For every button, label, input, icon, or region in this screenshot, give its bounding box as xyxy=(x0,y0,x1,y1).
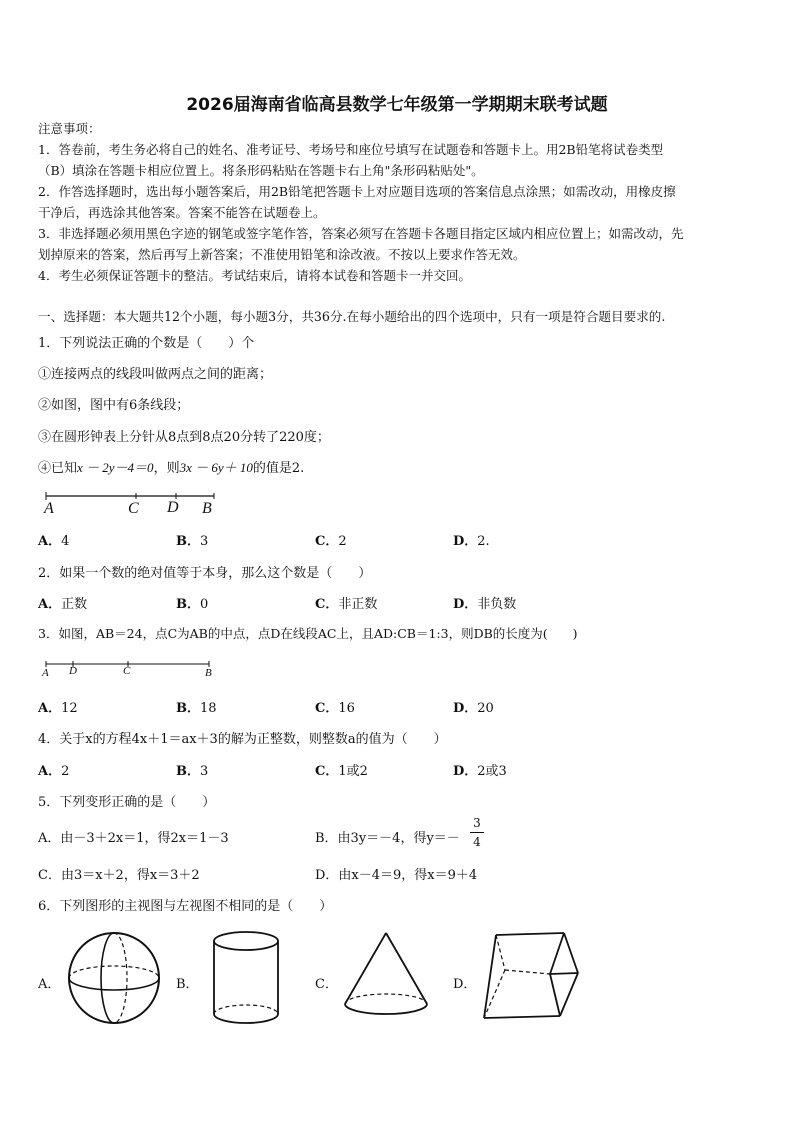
option-b[interactable]: B．0 xyxy=(176,597,209,612)
point-label-b: B xyxy=(205,667,212,679)
question-3-stem: 3．如图，AB＝24，点C为AB的中点，点D在线段AC上，且AD:CB＝1:3，则DB的长度为( ) xyxy=(38,626,578,641)
option-d[interactable]: D．非负数 xyxy=(453,597,517,612)
question-4-stem: 4．关于x的方程4x＋1＝ax＋3的解为正整数，则整数a的值为（ ） xyxy=(38,732,447,747)
question-1-item-4 xyxy=(38,457,304,476)
fraction-numerator: 3 xyxy=(473,816,481,830)
notice-line: 干净后，再选涂其他答案。答案不能答在试题卷上。 xyxy=(38,205,326,220)
option-c-label[interactable]: C． xyxy=(315,977,338,992)
notice-line: （B）填涂在答题卡相应位置上。将条形码粘贴在答题卡右上角"条形码粘贴处"。 xyxy=(38,163,484,178)
notice-line: 3．非选择题必须用黑色字迹的钢笔或签字笔作答，答案必须写在答题卡各题目指定区域内相应位置上；如需改动，先 xyxy=(38,226,684,241)
option-a[interactable]: A．12 xyxy=(38,701,78,716)
option-b-text: B．由3y＝－4，得y＝－ xyxy=(315,831,460,846)
point-label-d: D xyxy=(69,665,77,677)
cone-icon xyxy=(342,930,430,1022)
item-4-suffix: 的值是2. xyxy=(252,461,305,476)
point-label-b: B xyxy=(202,500,212,517)
point-label-a: A xyxy=(42,667,49,679)
option-b[interactable]: B．3 xyxy=(176,534,209,549)
option-c[interactable]: C．由3＝x＋2，得x＝3＋2 xyxy=(38,868,200,883)
option-b-label[interactable]: B． xyxy=(176,977,199,992)
notice-line: 4．考生必须保证答题卡的整洁。考试结束后，请将本试卷和答题卡一并交回。 xyxy=(38,268,471,283)
item-4-mid: ，则 xyxy=(153,461,180,476)
option-d-label[interactable]: D． xyxy=(453,977,477,992)
item-4-prefix: ④已知 xyxy=(38,461,78,476)
question-1-item: ③在圆形钟表上分针从8点到8点20分转了220度； xyxy=(38,430,330,445)
notice-line: 划掉原来的答案，然后再写上新答案；不准使用铅笔和涂改液。不按以上要求作答无效。 xyxy=(38,247,526,262)
equation-2: 3x － 6y＋ 10 xyxy=(179,460,253,475)
prism-icon xyxy=(480,930,580,1024)
option-c[interactable]: C．2 xyxy=(315,534,347,549)
point-label-c: C xyxy=(123,665,131,677)
option-d[interactable]: D．由x－4＝9，得x＝9＋4 xyxy=(315,868,478,883)
option-a-label[interactable]: A． xyxy=(38,977,61,992)
option-b[interactable] xyxy=(315,827,460,846)
question-6-stem: 6．下列图形的主视图与左视图不相同的是（ ） xyxy=(38,899,333,914)
option-a[interactable]: A．4 xyxy=(38,534,70,549)
option-c[interactable]: C．非正数 xyxy=(315,597,378,612)
question-1-item: ②如图，图中有6条线段； xyxy=(38,398,190,413)
sphere-icon xyxy=(66,930,162,1026)
notice-line: 2．作答选择题时，选出每小题答案后，用2B铅笔把答题卡上对应题目选项的答案信息点涂黑；如需改动，用橡皮擦 xyxy=(38,184,676,199)
option-c[interactable]: C．1或2 xyxy=(315,764,368,779)
option-a[interactable]: A．正数 xyxy=(38,597,88,612)
option-a[interactable]: A．由－3＋2x＝1，得2x＝1－3 xyxy=(38,831,229,846)
fraction-denominator: 4 xyxy=(473,835,481,849)
cylinder-icon xyxy=(211,930,281,1026)
question-1-item: ①连接两点的线段叫做两点之间的距离； xyxy=(38,367,273,382)
option-d[interactable]: D．2. xyxy=(453,534,490,549)
equation-1: x － 2y－4＝0 xyxy=(77,460,154,475)
notice-line: 1．答卷前，考生务必将自己的姓名、准考证号、考场号和座位号填写在试题卷和答题卡上。用2B铅笔将试卷类型 xyxy=(38,142,664,157)
option-b[interactable]: B．18 xyxy=(176,701,217,716)
option-c[interactable]: C．16 xyxy=(315,701,355,716)
question-1-stem: 1．下列说法正确的个数是（ ）个 xyxy=(38,336,255,351)
notice-heading: 注意事项： xyxy=(38,121,101,136)
point-label-c: C xyxy=(128,500,139,517)
point-label-a: A xyxy=(44,500,54,517)
fraction-bar xyxy=(470,832,484,833)
option-d[interactable]: D．2或3 xyxy=(453,764,507,779)
point-label-d: D xyxy=(167,499,179,516)
question-2-stem: 2．如果一个数的绝对值等于本身，那么这个数是（ ） xyxy=(38,566,372,581)
option-a[interactable]: A．2 xyxy=(38,764,70,779)
page-title: 2026届海南省临高县数学七年级第一学期期末联考试题 xyxy=(186,95,608,115)
section-heading: 一、选择题：本大题共12个小题，每小题3分，共36分.在每小题给出的四个选项中，只有一项是符合题目要求的. xyxy=(38,309,666,324)
option-d[interactable]: D．20 xyxy=(453,701,494,716)
question-5-stem: 5．下列变形正确的是（ ） xyxy=(38,795,216,810)
option-b[interactable]: B．3 xyxy=(176,764,209,779)
